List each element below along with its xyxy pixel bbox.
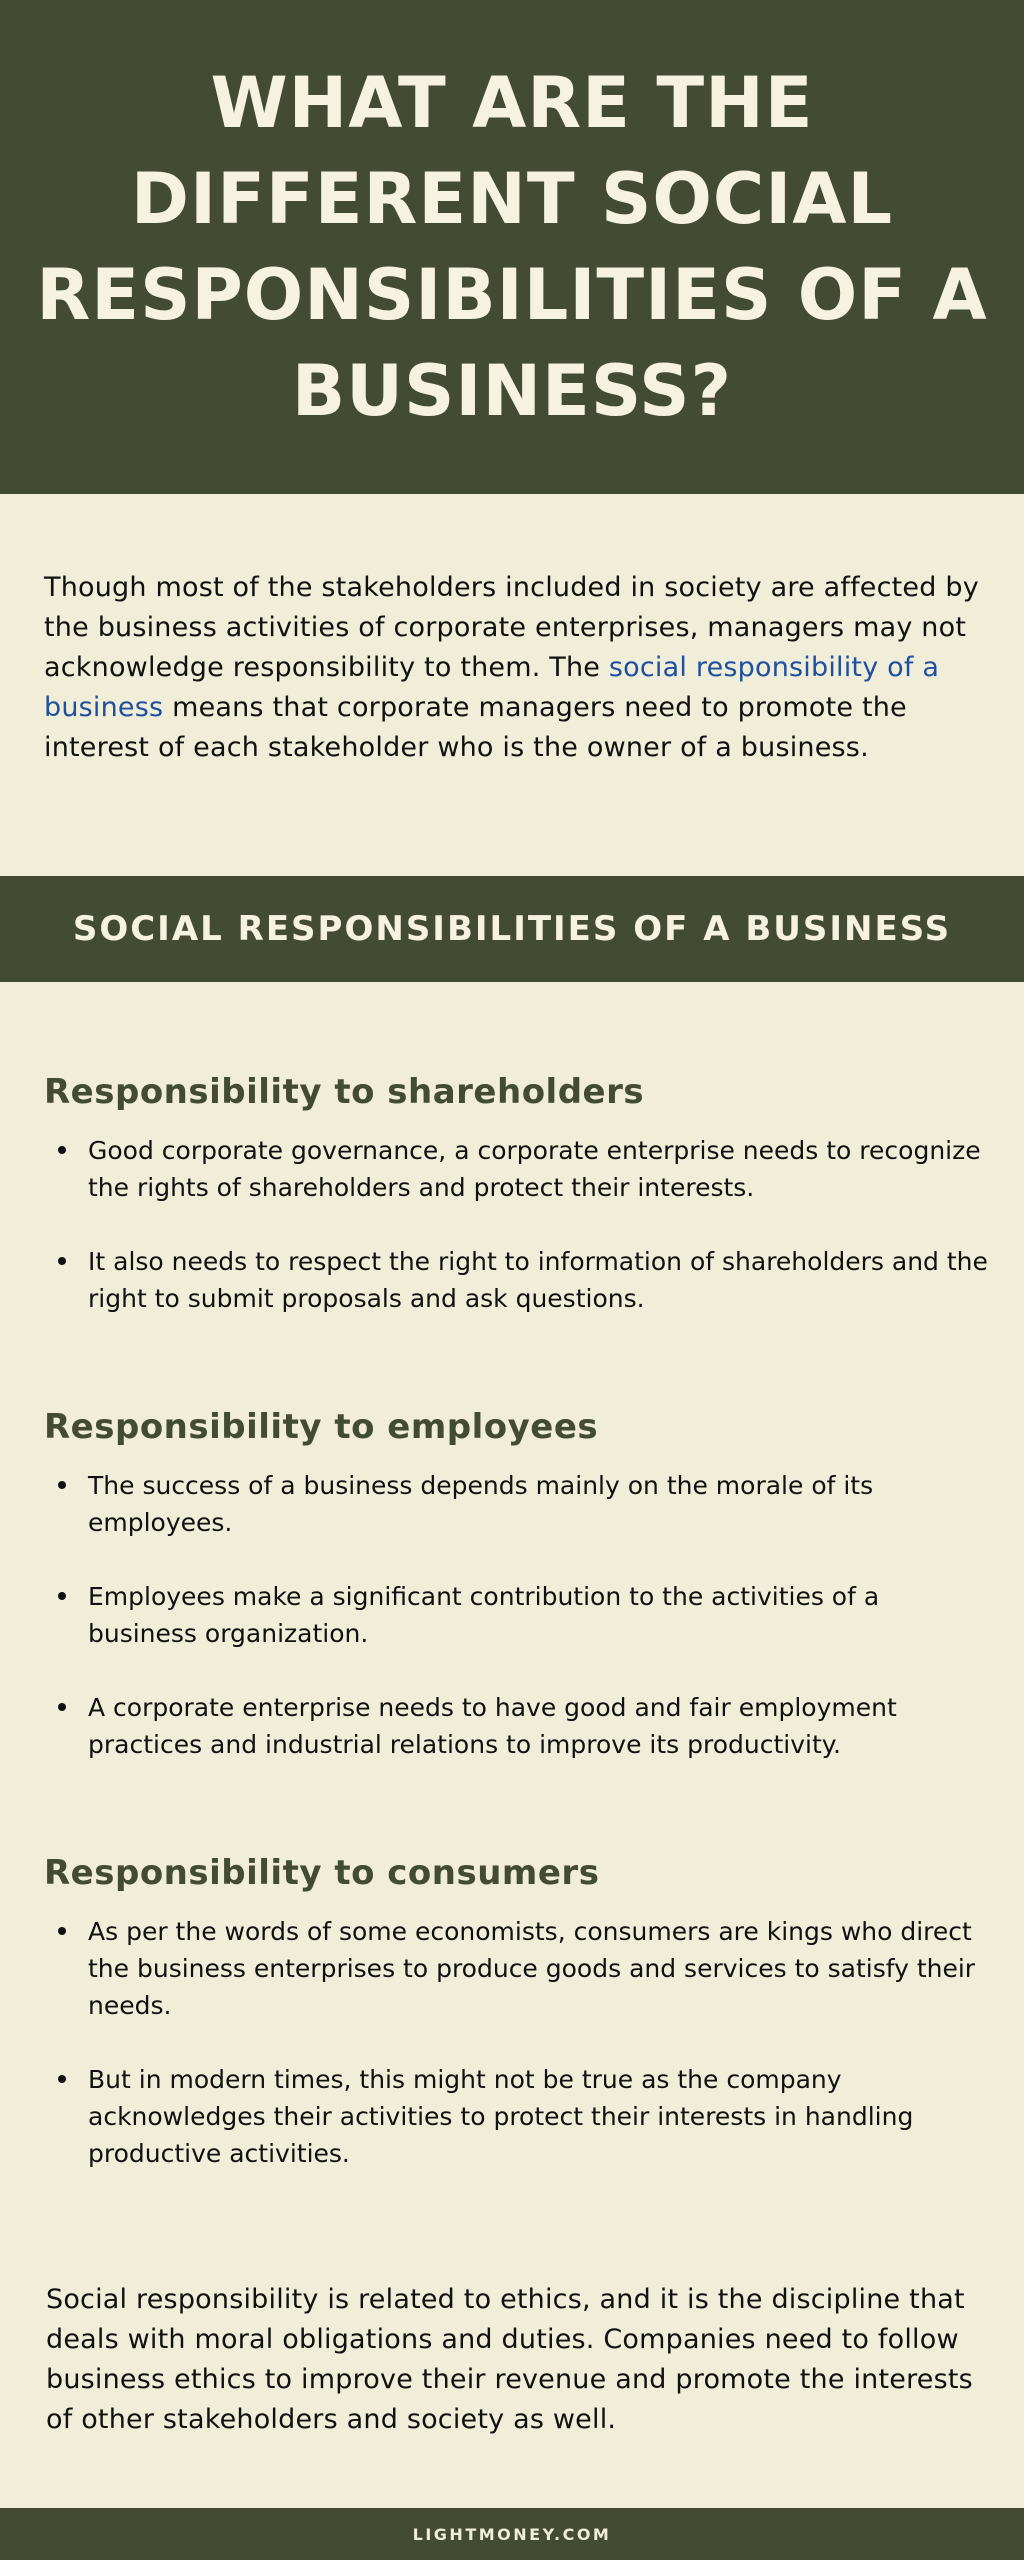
list-item-text: It also needs to respect the right to information of shareholders and the right to submit proposals and ask questions. (88, 1247, 988, 1313)
list-item (44, 1578, 994, 1652)
list-item (44, 1132, 994, 1206)
footer-site-name: LIGHTMONEY.COM (412, 2524, 612, 2544)
bullet-icon (58, 1481, 66, 1489)
consumers-list (44, 1913, 994, 2172)
employees-heading: Responsibility to employees (44, 1407, 599, 1447)
shareholders-list (44, 1132, 994, 1317)
list-item-text: The success of a business depends mainly on the morale of its employees. (88, 1471, 874, 1537)
list-item-text: But in modern times, this might not be true as the company acknowledges their activities to protect their interests in handling productive activities. (88, 2065, 914, 2168)
bullet-icon (58, 1592, 66, 1600)
consumers-heading: Responsibility to consumers (44, 1853, 600, 1893)
page-title: WHAT ARE THE DIFFERENT SOCIAL RESPONSIBILITIES OF A BUSINESS? (36, 62, 988, 432)
section-banner (0, 876, 1024, 982)
bullet-icon (58, 2075, 66, 2083)
list-item-text: As per the words of some economists, consumers are kings who direct the business enterprises to produce goods and services to satisfy their needs. (88, 1917, 976, 2020)
section-title: SOCIAL RESPONSIBILITIES OF A BUSINESS (72, 909, 952, 949)
footer-bar (0, 2508, 1024, 2560)
bullet-icon (58, 1146, 66, 1154)
intro-paragraph (44, 568, 994, 768)
title-banner (0, 0, 1024, 494)
employees-list (44, 1467, 994, 1763)
list-item-text: A corporate enterprise needs to have good and fair employment practices and industrial relations to improve its productivity. (88, 1693, 897, 1759)
employees-section (44, 1405, 994, 1763)
intro-text-start: Though most of the stakeholders included in society are affected by the business activities of corporate enterprises, managers may not acknowledge responsibility to them. The (44, 572, 979, 683)
bullet-icon (58, 1257, 66, 1265)
list-item-text: Employees make a significant contribution to the activities of a business organization. (88, 1582, 880, 1648)
list-item (44, 1913, 994, 2024)
conclusion-paragraph: Social responsibility is related to ethics, and it is the discipline that deals with moral obligations and duties. Companies need to follow business ethics to improve their revenue and promote the interests of other stakeholders and society as well. (46, 2284, 973, 2435)
list-item (44, 1467, 994, 1541)
list-item (44, 1689, 994, 1763)
intro-text-end: means that corporate managers need to promote the interest of each stakeholder who is the owner of a business. (44, 692, 907, 763)
shareholders-heading: Responsibility to shareholders (44, 1072, 645, 1112)
list-item (44, 1243, 994, 1317)
list-item (44, 2061, 994, 2172)
bullet-icon (58, 1703, 66, 1711)
list-item-text: Good corporate governance, a corporate enterprise needs to recognize the rights of shareholders and protect their interests. (88, 1136, 981, 1202)
consumers-section (44, 1851, 994, 2172)
bullet-icon (58, 1927, 66, 1935)
shareholders-section (44, 1070, 994, 1317)
social-responsibility-link[interactable]: social responsibility of a business (44, 652, 940, 723)
